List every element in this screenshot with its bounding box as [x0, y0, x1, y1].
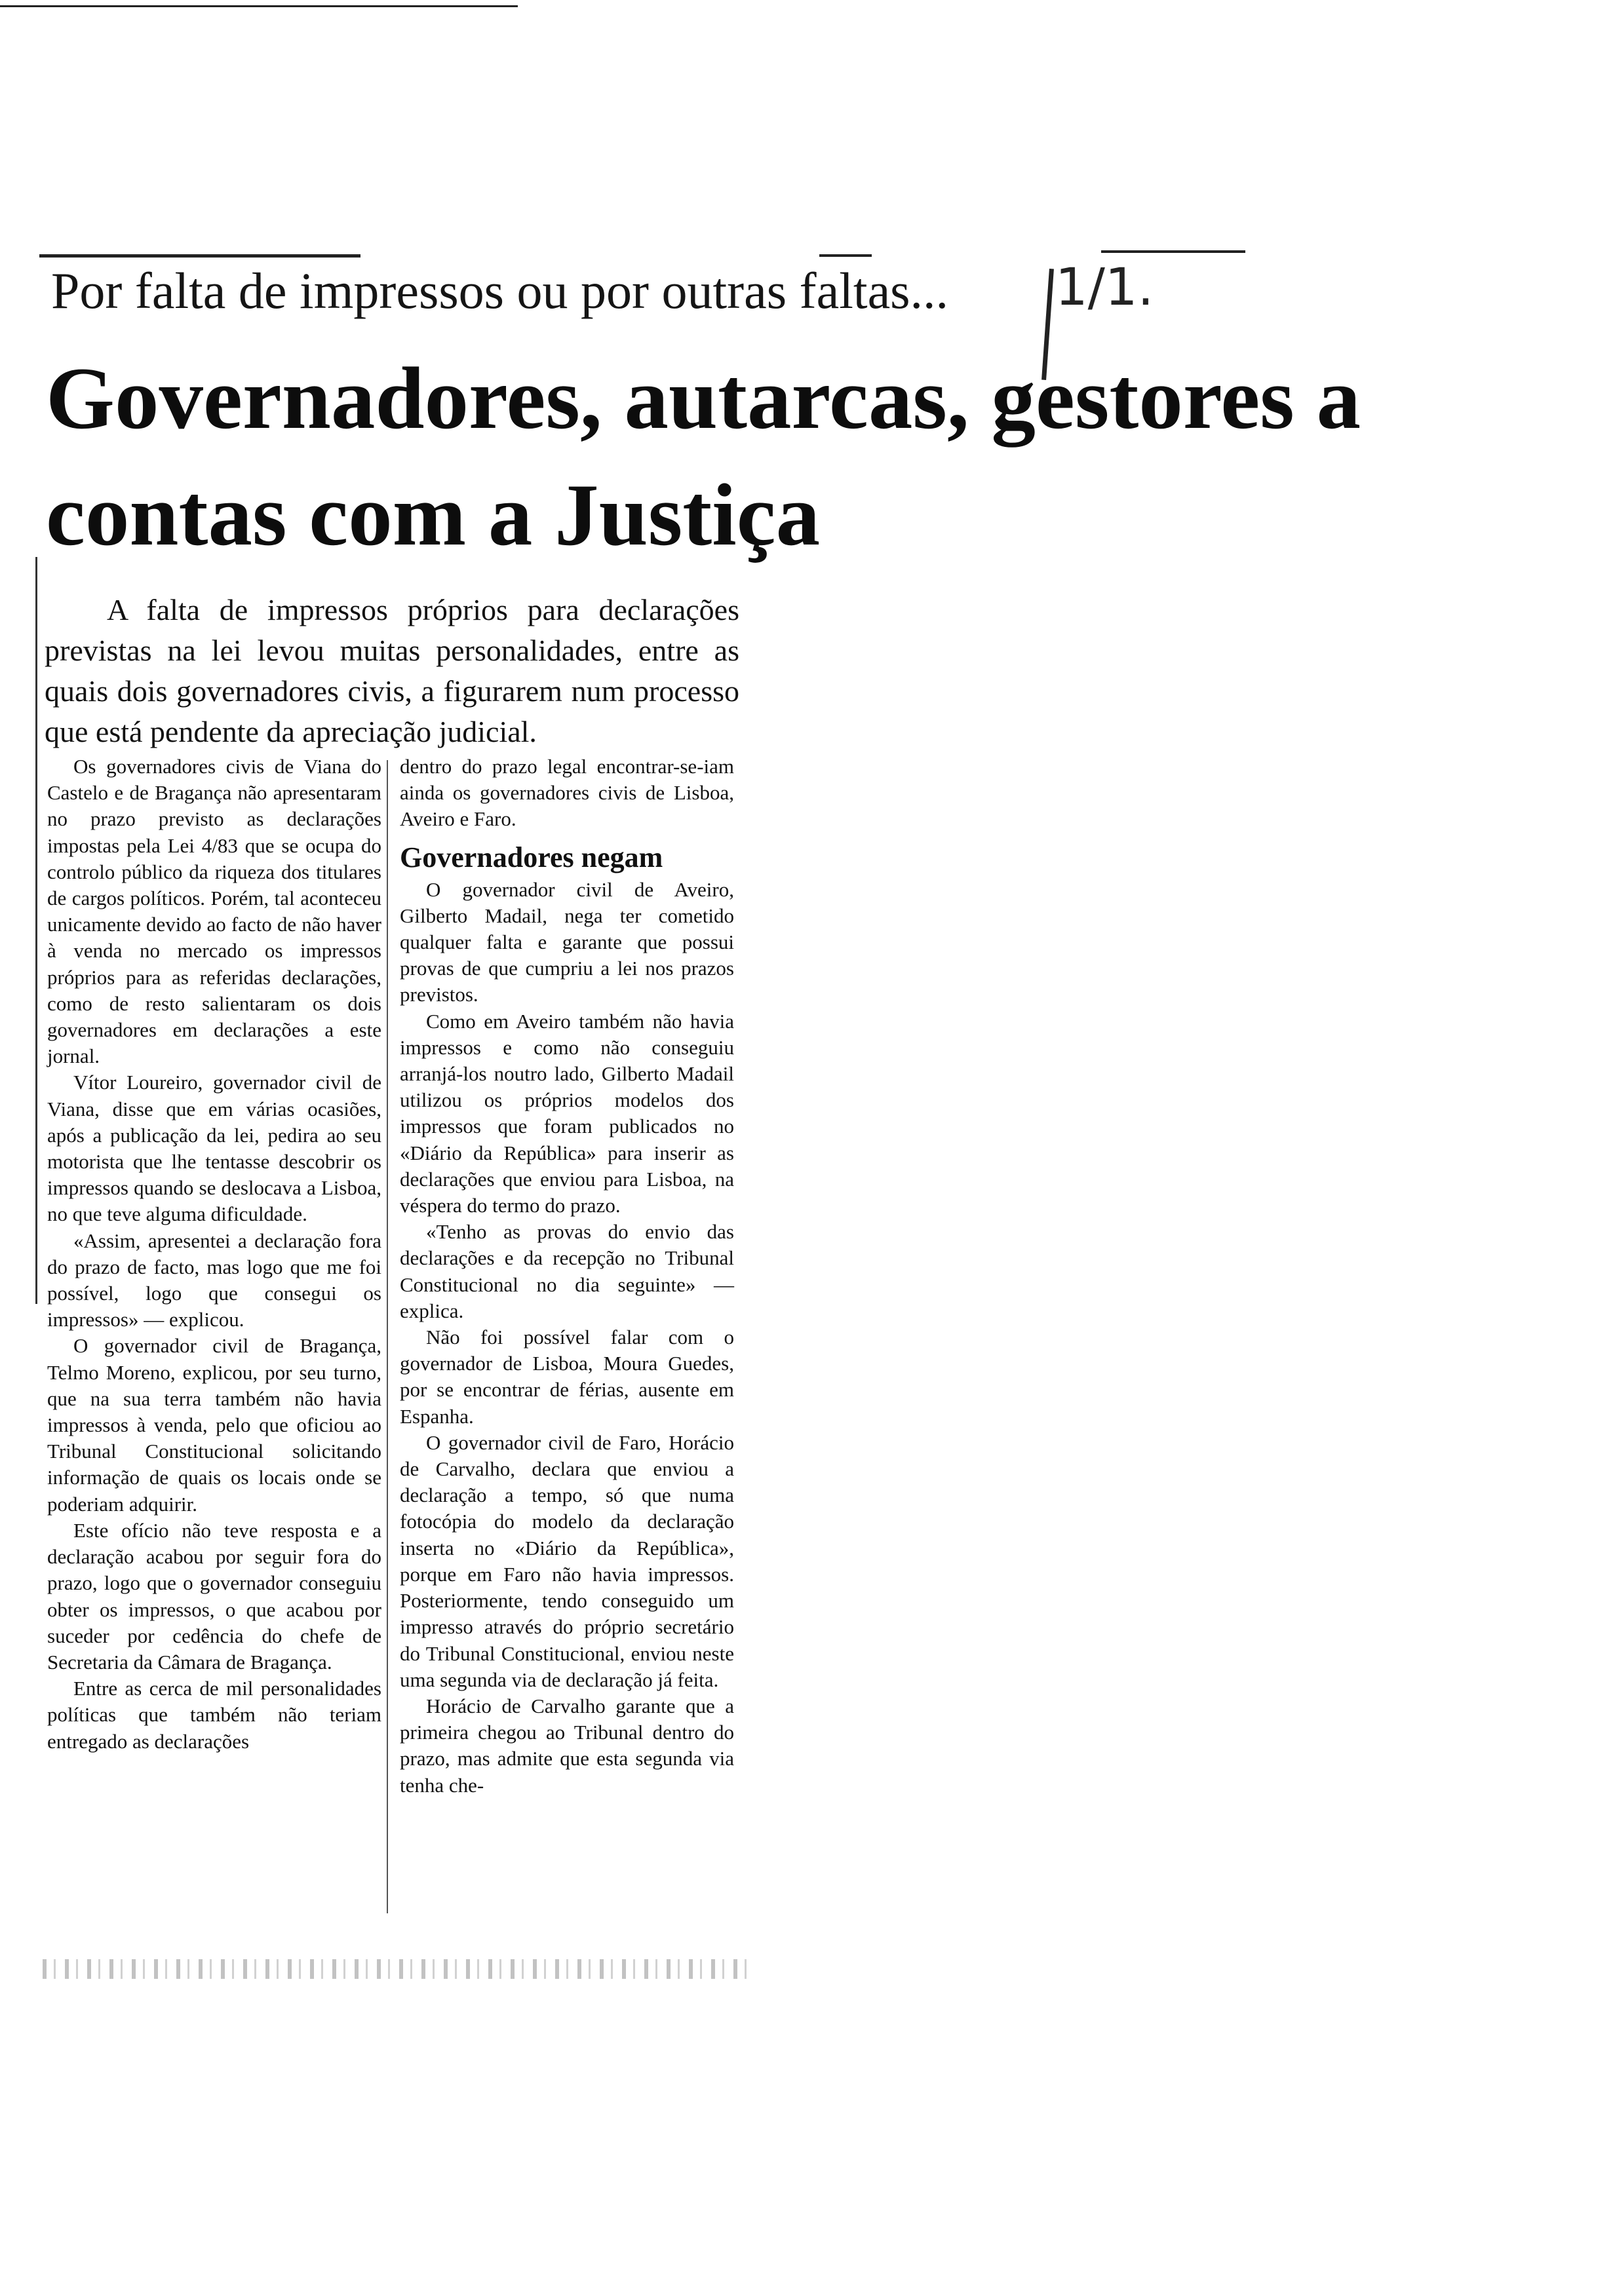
article-column-1 — [47, 754, 381, 1755]
paragraph: Vítor Loureiro, governador civil de Viana, disse que em várias ocasiões, após a publicação da lei, pedira ao seu motorista que lhe tentasse descobrir os impressos quando se deslocava a Lisboa, no que teve alguma dificuldade. — [47, 1071, 381, 1226]
column-divider — [387, 760, 388, 1913]
article-column-2 — [400, 754, 734, 1799]
bottom-scan-noise — [43, 1959, 750, 1979]
paragraph: Horácio de Carvalho garante que a primeira chegou ao Tribunal dentro do prazo, mas admite que esta segunda via tenha che- — [400, 1694, 734, 1797]
section-subhead: Governadores negam — [400, 841, 663, 873]
paragraph: Entre as cerca de mil personalidades políticas que também não teriam entregado as declarações — [47, 1677, 381, 1753]
top-edge-rule — [0, 5, 518, 7]
paragraph: O governador civil de Aveiro, Gilberto Madail, nega ter cometido qualquer falta e garante que possui provas de que cumpriu a lei nos prazos previstos. — [400, 877, 734, 1006]
article-lead: A falta de impressos próprios para declarações previstas na lei levou muitas personalidades, entre as quais dois governadores civis, a figurarem num processo que está pendente da apreciação judicial. — [45, 593, 739, 748]
article-kicker: Por falta de impressos ou por outras faltas... — [51, 262, 949, 319]
paragraph: «Tenho as provas do envio das declarações e da recepção no Tribunal Constitucional no dia seguinte» — explica. — [400, 1220, 734, 1322]
paragraph: dentro do prazo legal encontrar-se-iam ainda os governadores civis de Lisboa, Aveiro e Faro. — [400, 755, 734, 831]
header-rule-middle — [819, 254, 872, 257]
paragraph: Como em Aveiro também não havia impressos e como não conseguiu arranjá-los noutro lado, Gilberto Madail utilizou os próprios modelos dos impressos que foram publicados no «Diário da República» para inserir as declarações que enviou para Lisboa, na véspera do termo do prazo. — [400, 1009, 734, 1217]
paragraph: O governador civil de Faro, Horácio de Carvalho, declara que enviou a declaração a tempo, só que numa fotocópia do modelo da declaração inserta no «Diário da República», porque em Faro não havia impressos. Posteriormente, tendo conseguido um impresso através do próprio secretário do Tribunal Constitucional, enviou neste uma segunda via de declaração já feita. — [400, 1430, 734, 1691]
paragraph: Não foi possível falar com o governador de Lisboa, Moura Guedes, por se encontrar de férias, ausente em Espanha. — [400, 1326, 734, 1428]
header-rule-left — [39, 254, 360, 258]
paragraph: «Assim, apresentei a declaração fora do prazo de facto, mas logo que me foi possível, logo que consegui os impressos» — explicou. — [47, 1229, 381, 1331]
paragraph: O governador civil de Bragança, Telmo Moreno, explicou, por seu turno, que na sua terra também não havia impressos à venda, pelo que oficiou ao Tribunal Constitucional solicitando informação de quais os locais onde se poderiam adquirir. — [47, 1334, 381, 1516]
handwritten-mark: 1/1. — [1055, 258, 1154, 317]
paragraph: Os governadores civis de Viana do Castelo e de Bragança não apresentaram no prazo previsto as declarações impostas pela Lei 4/83 que se ocupa do controlo público da riqueza dos titulares de cargos políticos. Porém, tal aconteceu unicamente devido ao facto de não haver à venda no mercado os impressos próprios para as referidas declarações, como de resto salientaram os dois governadores em declarações a este jornal. — [47, 755, 381, 1068]
header-rule-right — [1101, 250, 1245, 253]
article-headline: Governadores, autarcas, gestores a contas com a Justiça — [46, 350, 1361, 564]
paragraph: Este ofício não teve resposta e a declaração acabou por seguir fora do prazo, logo que o governador conseguiu obter os impressos, o que acabou por suceder por cedência do chefe de Secretaria da Câmara de Bragança. — [47, 1518, 381, 1674]
left-margin-line — [35, 557, 37, 1304]
